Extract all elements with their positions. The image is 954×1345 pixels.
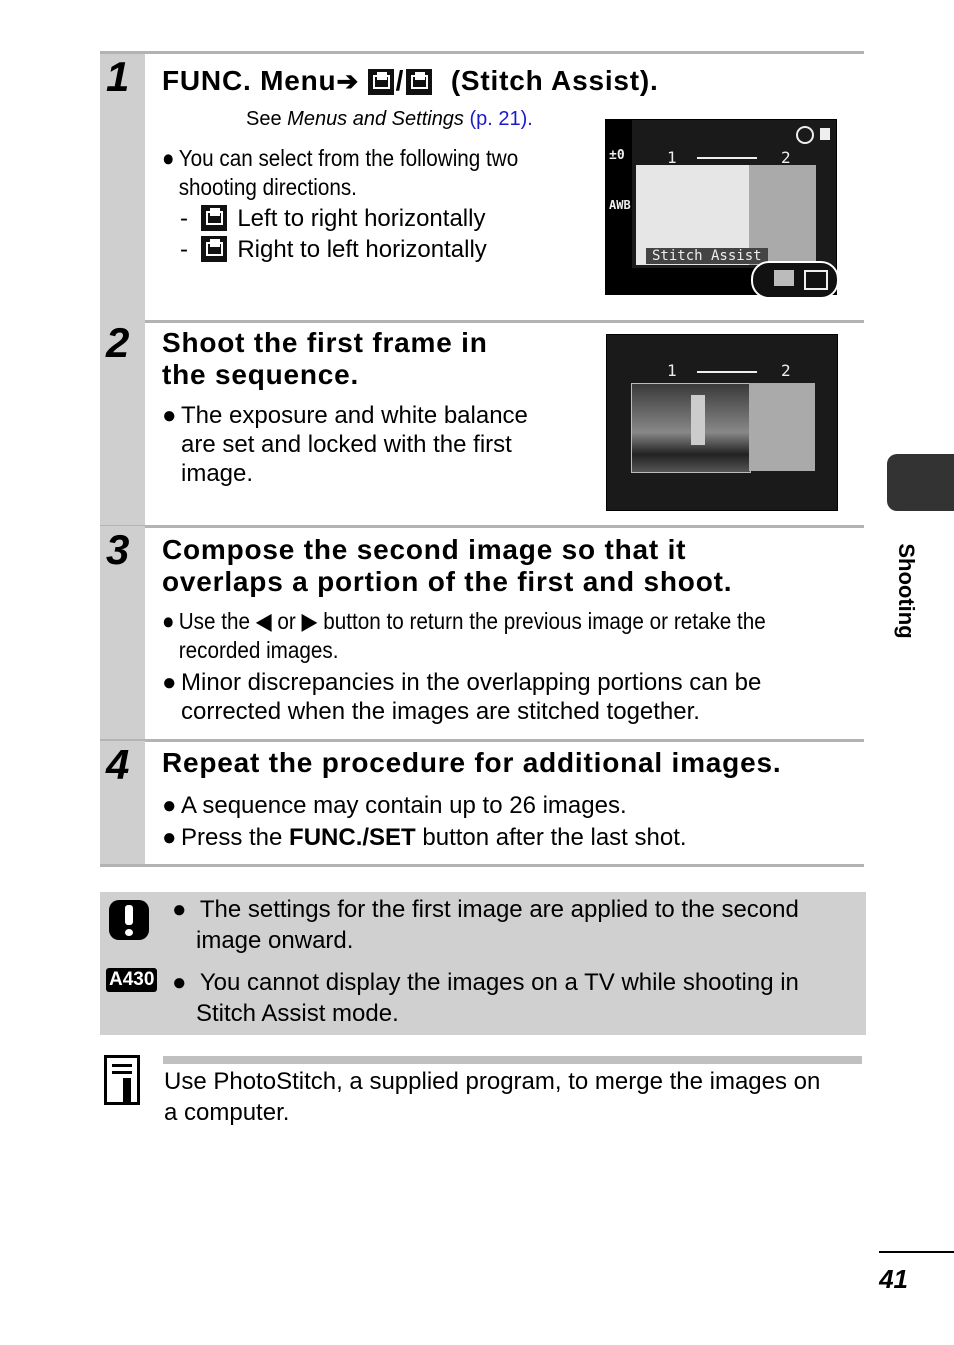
caution-box — [100, 892, 866, 1035]
step-number: 4 — [106, 741, 130, 788]
bullet: ● Minor discrepancies in the overlapping portions can be corrected when the images are stitched together. — [162, 669, 762, 725]
step-4 — [100, 741, 864, 867]
see-reference: See Menus and Settings (p. 21). — [246, 108, 533, 130]
stitch-left-right-icon — [201, 205, 227, 231]
frame-1-label: 1 — [667, 361, 677, 380]
page-number: 41 — [879, 1264, 908, 1294]
white-balance: AWB — [609, 198, 631, 212]
caution-icon — [109, 900, 149, 940]
caution-note-1: ● The settings for the first image are applied to the second image onward. — [172, 896, 799, 954]
step-heading: Repeat the procedure for additional images. — [162, 747, 782, 778]
left-arrow-button-icon: ◀ — [255, 608, 272, 634]
photo-tower — [691, 395, 705, 445]
bullet-dot-icon: ● — [162, 145, 175, 171]
bullet: ● A sequence may contain up to 26 images. ● Press the FUNC./SET button after the last shot. — [162, 790, 687, 854]
frame-2-label: 2 — [781, 148, 791, 167]
chapter-tab-label: Shooting — [894, 543, 919, 639]
memo-text: Use PhotoStitch, a supplied program, to merge the images on a computer. — [164, 1068, 821, 1126]
step-number: 1 — [106, 53, 130, 100]
bullet-dot-icon: ● — [172, 896, 187, 923]
frame-1-label: 1 — [667, 148, 677, 167]
bullet-dot-icon: ● — [172, 969, 187, 996]
bullet-dot-icon: ● — [162, 669, 177, 696]
stitch-assist-label: Stitch Assist — [646, 248, 768, 264]
bullet-dot-icon: ● — [162, 824, 177, 851]
step-number: 2 — [106, 319, 130, 366]
frame-2-label: 2 — [781, 361, 791, 380]
lcd-screen-first-frame — [606, 334, 838, 511]
option-right-left: - Right to left horizontally — [180, 236, 487, 263]
step-heading: FUNC. Menu➔ / (Stitch Assist). — [162, 65, 659, 96]
see-reference-title: Menus and Settings — [287, 108, 464, 130]
step-3 — [100, 526, 864, 742]
next-frame-area — [749, 383, 815, 471]
func-set-button-label: FUNC./SET — [289, 824, 416, 851]
stitch-left-right-icon — [774, 270, 794, 286]
arrow-right-icon: ➔ — [336, 66, 360, 96]
divider — [100, 864, 864, 867]
bullet-dot-icon: ● — [162, 402, 177, 429]
memo-icon — [104, 1055, 140, 1105]
page-number-rule — [879, 1251, 954, 1253]
step-1 — [100, 51, 864, 321]
bullet-dot-icon: ● — [162, 608, 175, 634]
option-left-right: - Left to right horizontally — [180, 205, 486, 232]
bullet: ● You can select from the following two shooting directions. — [162, 145, 519, 200]
flash-off-icon — [796, 126, 814, 144]
stitch-right-left-icon — [201, 236, 227, 262]
model-badge: A430 — [106, 968, 157, 992]
heading-stitch-assist: (Stitch Assist). — [450, 65, 659, 96]
right-arrow-button-icon: ▶ — [301, 608, 318, 634]
stitch-left-right-icon — [368, 69, 394, 95]
bullet: ● Use the ◀ or ▶ button to return the previous image or retake the recorded images. — [162, 608, 766, 663]
heading-func-menu: FUNC. Menu — [162, 65, 337, 96]
chapter-tab — [887, 454, 954, 511]
step-heading: Shoot the first frame in the sequence. — [162, 327, 488, 390]
stitch-right-left-icon — [406, 69, 432, 95]
caution-note-2: ● You cannot display the images on a TV while shooting in Stitch Assist mode. — [172, 969, 799, 1027]
memo-divider — [163, 1056, 862, 1064]
step-2 — [100, 319, 864, 527]
page-link[interactable]: (p. 21). — [469, 108, 533, 130]
step-heading: Compose the second image so that it overlaps a portion of the first and shoot. — [162, 534, 733, 597]
direction-arrow-icon — [697, 157, 757, 159]
exposure-value: ±0 — [609, 148, 625, 163]
bullet-dot-icon: ● — [162, 792, 177, 819]
divider — [100, 51, 864, 54]
lock-icon — [820, 128, 830, 140]
lcd-screen-stitch-assist — [605, 119, 837, 295]
bullet: ● The exposure and white balance are set and locked with the first image. — [162, 402, 528, 487]
stitch-right-left-icon — [804, 270, 828, 290]
step-number: 3 — [106, 526, 130, 573]
direction-arrow-icon — [697, 371, 757, 373]
